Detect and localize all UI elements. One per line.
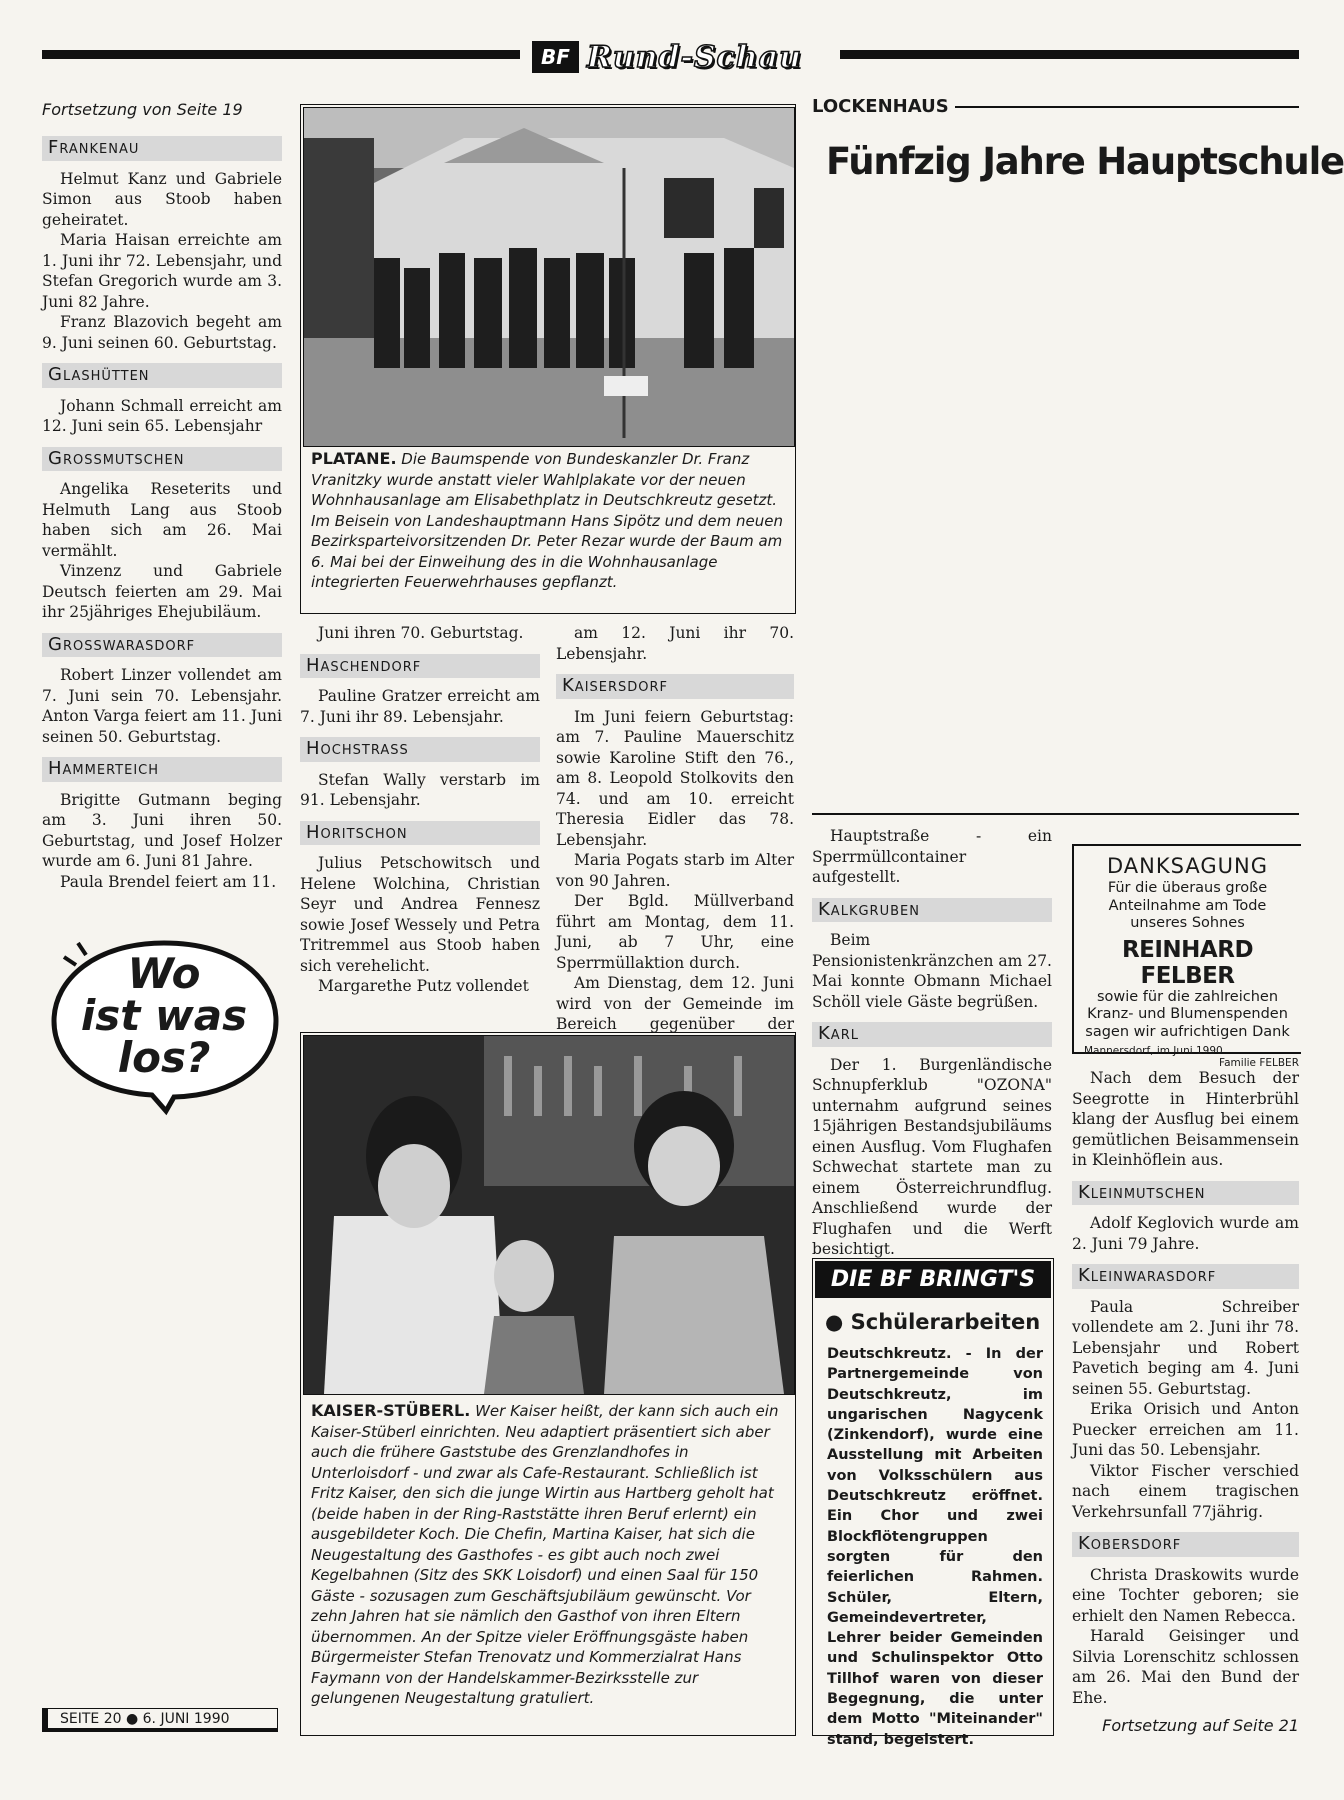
- danksagung-line-5: Kranz- und Blumenspenden: [1087, 1006, 1288, 1022]
- danksagung-line-4: sowie für die zahlreichen: [1096, 988, 1279, 1005]
- bubble-line-3: los?: [117, 1033, 211, 1082]
- section-heading: Hochstrass: [300, 737, 540, 762]
- masthead-rule-right: [840, 50, 1299, 59]
- article-headline: Fünfzig Jahre Hauptschule: [826, 140, 1344, 183]
- footer-label: SEITE 20 ● 6. JUNI 1990: [60, 1710, 230, 1727]
- paragraph: Paula Schreiber vollendete am 2. Juni ihr 78. Lebensjahr und Robert Pavetich beging am 4. Juni seinen 55. Geburtstag.: [1072, 1297, 1299, 1398]
- section-heading: Hammerteich: [42, 757, 282, 782]
- danksagung-line-1: Für die überaus große: [1107, 880, 1268, 896]
- paragraph: Erika Orisich und Anton Puecker erreichen am 11. Juni das 50. Lebensjahr.: [1072, 1400, 1299, 1459]
- bubble-line-2: ist was: [80, 991, 248, 1040]
- photo-1-caption-head: PLATANE.: [311, 449, 397, 468]
- photo-2-caption: [311, 1401, 785, 1709]
- paragraph: Im Juni feiern Geburtstag: am 7. Pauline Mauerschitz sowie Karoline Stift den 76., am 8. Leopold Stolkovits den 74. und am 10. erreicht Theresia Eidler das 78. Lebensjahr.: [556, 707, 794, 849]
- kaiser-stueberl-photo-image: [304, 1036, 794, 1394]
- section-heading: Glashütten: [42, 363, 282, 388]
- paragraph: Helmut Kanz und Gabriele Simon aus Stoob haben geheiratet.: [42, 169, 282, 229]
- bubble-line-1: Wo: [127, 949, 201, 998]
- column-3: [556, 623, 794, 1076]
- lead-paragraph: Juni ihren 70. Geburtstag.: [318, 624, 524, 642]
- danksagung-place: Mannersdorf, im Juni 1990: [1084, 1045, 1223, 1057]
- photo-2-caption-text: Wer Kaiser heißt, der kann sich auch ein Kaiser-Stüberl einrichten. Neu adaptiert präsentiert sich aber auch die frühere Gaststube des Grenzlandhofes in Unterloisdorf - und zwar als Cafe-Restaurant. Schließlich ist Fritz Kaiser, den sich die junge Wirtin aus Hartberg geholt hat (beide haben in der Ring-Raststätte ihren Beruf erlernt) ein ausgebildeter Koch. Die Chefin, Martina Kaiser, hat sich die Neugestaltung des Gasthofes - es gibt auch noch zwei Kegelbahnen (Sitz des SKK Loisdorf) und einen Saal für 150 Gäste - sozusagen zum Geschäftsjubiläum gewünscht. Vor zehn Jahren hat sie nämlich den Gasthof von ihren Eltern übernommen. An der Spitze vieler Eröffnungsgäste haben Bürgermeister Stefan Trenovatz und Kommerzialrat Hans Faymann von der Handelskammer-Bezirksstelle zur gelungenen Neugestaltung gratuliert.: [311, 1402, 779, 1707]
- danksagung-line-2: Anteilnahme am Tode: [1108, 897, 1267, 914]
- section-heading: Haschendorf: [300, 654, 540, 679]
- section-heading: Kleinmutschen: [1072, 1181, 1299, 1206]
- bf-bringts-box: [812, 1258, 1054, 1748]
- bringts-heading: [813, 1300, 1053, 1338]
- wo-ist-was-los-bubble: [46, 935, 282, 1113]
- page-footer: [42, 1708, 278, 1732]
- column-5: [812, 826, 1052, 1260]
- masthead-title: Rund-Schau: [586, 39, 802, 75]
- paragraph: Am Dienstag, dem 12. Juni wird von der Gemeinde im Bereich gegenüber der: [556, 974, 794, 1033]
- section-heading: Kalkgruben: [812, 898, 1052, 923]
- paragraph: Brigitte Gutmann beging am 3. Juni ihren 50. Geburtstag, und Josef Holzer wurde am 6. Juni 81 Jahre.: [42, 790, 282, 870]
- paragraph: Christa Draskowits wurde eine Tochter geboren; sie erhielt den Namen Rebecca.: [1072, 1565, 1299, 1625]
- paragraph: Johann Schmall erreicht am 12. Juni sein 65. Lebensjahr: [42, 396, 282, 435]
- bullet-icon: ●: [825, 1310, 844, 1334]
- danksagung-title: DANKSAGUNG: [1107, 854, 1268, 878]
- paragraph: Paula Brendel feiert am 11.: [60, 872, 277, 891]
- bringts-banner: DIE BF BRINGT'S: [815, 1261, 1051, 1298]
- paragraph: Pauline Gratzer erreicht am 7. Juni ihr 89. Lebensjahr.: [300, 687, 540, 726]
- lead-paragraph: Nach dem Besuch der Seegrotte in Hinterbrühl klang der Ausflug bei einem gemütlichen Beisammensein in Kleinhöflein aus.: [1072, 1069, 1299, 1169]
- photo-1-caption: [311, 449, 785, 593]
- photo-1-box: [300, 104, 796, 614]
- lead-paragraph: am 12. Juni ihr 70. Lebensjahr.: [556, 624, 794, 663]
- paragraph: Der 1. Burgenländische Schnupferklub "OZONA" unternahm aufgrund seines 15jährigen Bestandsjubiläums einen Ausflug. Vom Flughafen Schwechat startete man zu einem Österreichrundflug. Anschließend wurde der Flughafen und die Werft besichtigt.: [812, 1055, 1052, 1258]
- continuation-from: Fortsetzung von Seite 19: [42, 100, 243, 119]
- section-heading: Horitschon: [300, 821, 540, 846]
- danksagung-box: [1072, 844, 1301, 1069]
- paragraph: Harald Geisinger und Silvia Lorenschitz schlossen am 26. Mai den Bund der Ehe.: [1072, 1627, 1299, 1707]
- paragraph: Julius Petschowitsch und Helene Wolchina, Christian Seyr und Andrea Fennesz sowie Josef Wessely und Petra Tritremmel aus Stoob haben sich verehelicht.: [300, 854, 540, 975]
- platane-photo: [303, 107, 795, 447]
- danksagung-family: Familie FELBER: [1219, 1057, 1299, 1069]
- section-heading: Grossmutschen: [42, 447, 282, 472]
- section-heading: Grosswarasdorf: [42, 633, 282, 658]
- paragraph: Beim Pensionistenkränzchen am 27. Mai konnte Obmann Michael Schöll viele Gäste begrüßen.: [812, 931, 1052, 1011]
- kaiser-stueberl-photo: [303, 1035, 795, 1395]
- section-heading: Kleinwarasdorf: [1072, 1264, 1299, 1289]
- section-heading: Frankenau: [42, 136, 282, 161]
- bringts-title: Schülerarbeiten: [850, 1310, 1041, 1334]
- danksagung-line-3: unseres Sohnes: [1130, 915, 1245, 931]
- paragraph: Franz Blazovich begeht am 9. Juni seinen 60. Geburtstag.: [42, 313, 282, 352]
- photo-2-box: [300, 1032, 796, 1736]
- paragraph: Viktor Fischer verschied nach einem tragischen Verkehrsunfall 77jährig.: [1072, 1461, 1299, 1521]
- masthead-rule-left: [42, 50, 520, 59]
- paragraph: Margarethe Putz vollendet: [318, 977, 529, 995]
- photo-1-caption-text: Die Baumspende von Bundeskanzler Dr. Franz Vranitzky wurde anstatt vieler Wahlplakate vor der neuen Wohnhausanlage am Elisabethplatz in Deutschkreutz gesetzt. Im Beisein von Landeshauptmann Hans Sipötz und dem neuen Bezirksparteivorsitzenden Dr. Peter Rezar wurde der Baum am 6. Mai bei der Einweihung des in die Wohnhausanlage integrierten Feuerwehrhauses gepflanzt.: [311, 450, 784, 591]
- column-2: [300, 623, 540, 997]
- column-1: [42, 126, 282, 892]
- continuation-to: Fortsetzung auf Seite 21: [1102, 1716, 1299, 1735]
- masthead-logo: BF: [532, 41, 579, 73]
- article-kicker-row: [812, 96, 1299, 117]
- paragraph: Maria Pogats starb im Alter von 90 Jahren.: [556, 851, 794, 890]
- danksagung-line-6: sagen wir aufrichtigen Dank: [1085, 1023, 1290, 1040]
- paragraph: Adolf Keglovich wurde am 2. Juni 79 Jahre.: [1072, 1214, 1299, 1253]
- article-bottom-rule: [812, 813, 1299, 815]
- photo-2-caption-head: KAISER-STÜBERL.: [311, 1401, 471, 1420]
- masthead: [532, 38, 832, 76]
- article-kicker: LOCKENHAUS: [812, 96, 949, 117]
- kicker-rule: [955, 106, 1299, 108]
- lead-paragraph: Hauptstraße - ein Sperrmüllcontainer aufgestellt.: [812, 827, 1052, 886]
- paragraph: Vinzenz und Gabriele Deutsch feierten am 29. Mai ihr 25jähriges Ehejubiläum.: [42, 562, 282, 621]
- section-heading: Karl: [812, 1022, 1052, 1047]
- column-6: [1072, 1068, 1299, 1708]
- danksagung-name: REINHARD FELBER: [1121, 936, 1254, 989]
- paragraph: Angelika Reseterits und Helmuth Lang aus Stoob haben sich am 26. Mai vermählt.: [42, 480, 282, 560]
- paragraph: Robert Linzer vollendet am 7. Juni sein 70. Lebensjahr. Anton Varga feiert am 11. Juni seinen 50. Geburtstag.: [42, 666, 282, 746]
- section-heading: Kobersdorf: [1072, 1532, 1299, 1557]
- paragraph: Der Bgld. Müllverband führt am Montag, dem 11. Juni, ab 7 Uhr, eine Sperrmüllaktion durch.: [556, 892, 794, 972]
- platane-photo-image: [304, 108, 794, 446]
- paragraph: Stefan Wally verstarb im 91. Lebensjahr.: [300, 770, 540, 809]
- section-heading: Kaisersdorf: [556, 674, 794, 699]
- bringts-text: Deutschkreutz. - In der Partnergemeinde von Deutschkreutz, im ungarischen Nagycenk (Zinkendorf), wurde eine Ausstellung mit Arbeiten von Volksschülern aus Deutschkreutz eröffnet. Ein Chor und zwei Blockflötengruppen sorgten für den feierlichen Rahmen. Schüler, Eltern, Gemeindevertreter, Lehrer beider Gemeinden und Schulinspektor Otto Tillhof waren von dieser Begegnung, die unter dem Motto "Miteinander" stand, begeistert.: [827, 1346, 1043, 1748]
- paragraph: Maria Haisan erreichte am 1. Juni ihr 72. Lebensjahr, und Stefan Gregorich wurde am 3. Juni 82 Jahre.: [42, 231, 282, 311]
